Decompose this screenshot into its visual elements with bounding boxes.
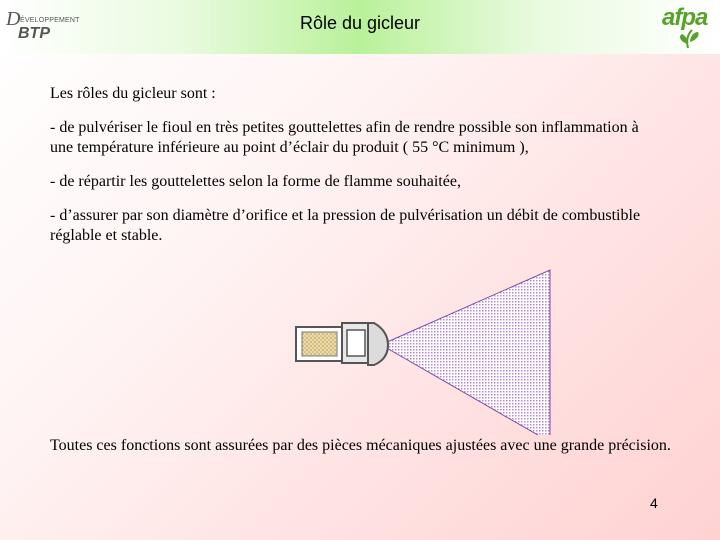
nozzle-tip [368,323,388,365]
nozzle-filter [302,332,337,356]
role-item-flow-rate: - d’assurer par son diamètre d’orifice et la pression de pulvérisation un débit de combustible réglable et stable. [50,207,641,244]
role-item-distribute: - de répartir les gouttelettes selon la forme de flamme souhaitée, [50,173,461,190]
conclusion-text: Toutes ces fonctions sont assurées par des pièces mécaniques ajustées avec une grande précision. [50,437,671,454]
intro-text: Les rôles du gicleur sont : [50,85,216,102]
afpa-logo: afpa [662,4,714,50]
slide-body [50,84,650,260]
developpement-btp-logo: D ÉVELOPPEMENT BTP [6,8,80,42]
slide-header [0,0,720,54]
spray-cone [385,270,550,435]
nozzle-spray-diagram [290,265,580,435]
slide-title: Rôle du gicleur [299,13,421,33]
page-number: 4 [650,495,658,511]
afpa-leaf-icon [662,4,714,50]
role-item-pulverize: - de pulvériser le fioul en très petites gouttelettes afin de rendre possible son inflammation à une température inférieure au point d’éclair du produit ( 55 °C minimum ), [50,119,639,156]
